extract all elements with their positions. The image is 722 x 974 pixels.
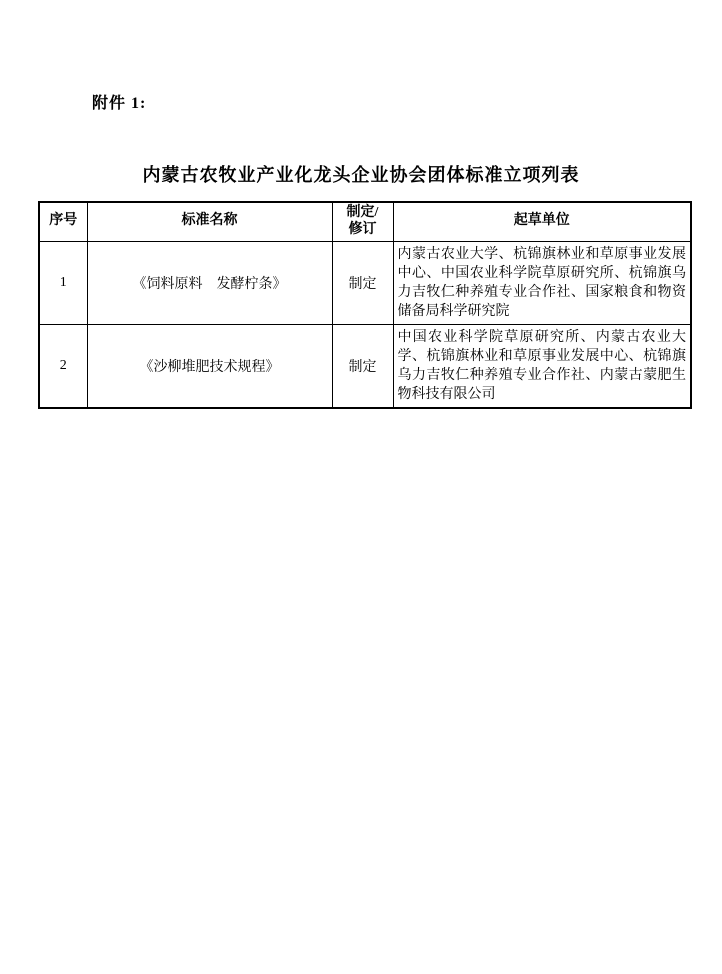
header-type-line2: 修订 — [348, 221, 377, 237]
header-cell-type — [332, 202, 393, 241]
page-title: 内蒙古农牧业产业化龙头企业协会团体标准立项列表 — [142, 165, 580, 185]
cell-drafter: 中国农业科学院草原研究所、内蒙古农业大学、杭锦旗林业和草原事业发展中心、杭锦旗乌力吉牧仁种养殖专业合作社、内蒙古蒙肥生物科技有限公司 — [393, 324, 691, 408]
table-row — [39, 324, 691, 408]
table-row — [39, 241, 691, 324]
cell-drafter: 内蒙古农业大学、杭锦旗林业和草原事业发展中心、中国农业科学院草原研究所、杭锦旗乌力吉牧仁种养殖专业合作社、国家粮食和物资储备局科学研究院 — [393, 241, 691, 324]
table-header-row — [39, 202, 691, 241]
cell-type: 制定 — [332, 241, 393, 324]
header-cell-index: 序号 — [39, 202, 87, 241]
cell-standard-name: 《饲料原料 发酵柠条》 — [87, 241, 332, 324]
cell-standard-name: 《沙柳堆肥技术规程》 — [87, 324, 332, 408]
attachment-label: 附件 1: — [92, 95, 147, 112]
cell-type: 制定 — [332, 324, 393, 408]
header-cell-standard-name: 标准名称 — [87, 202, 332, 241]
cell-index: 1 — [39, 241, 87, 324]
standards-table — [38, 201, 692, 409]
header-type-line1: 制定/ — [346, 205, 379, 220]
header-cell-drafter: 起草单位 — [393, 202, 691, 241]
cell-index: 2 — [39, 324, 87, 408]
